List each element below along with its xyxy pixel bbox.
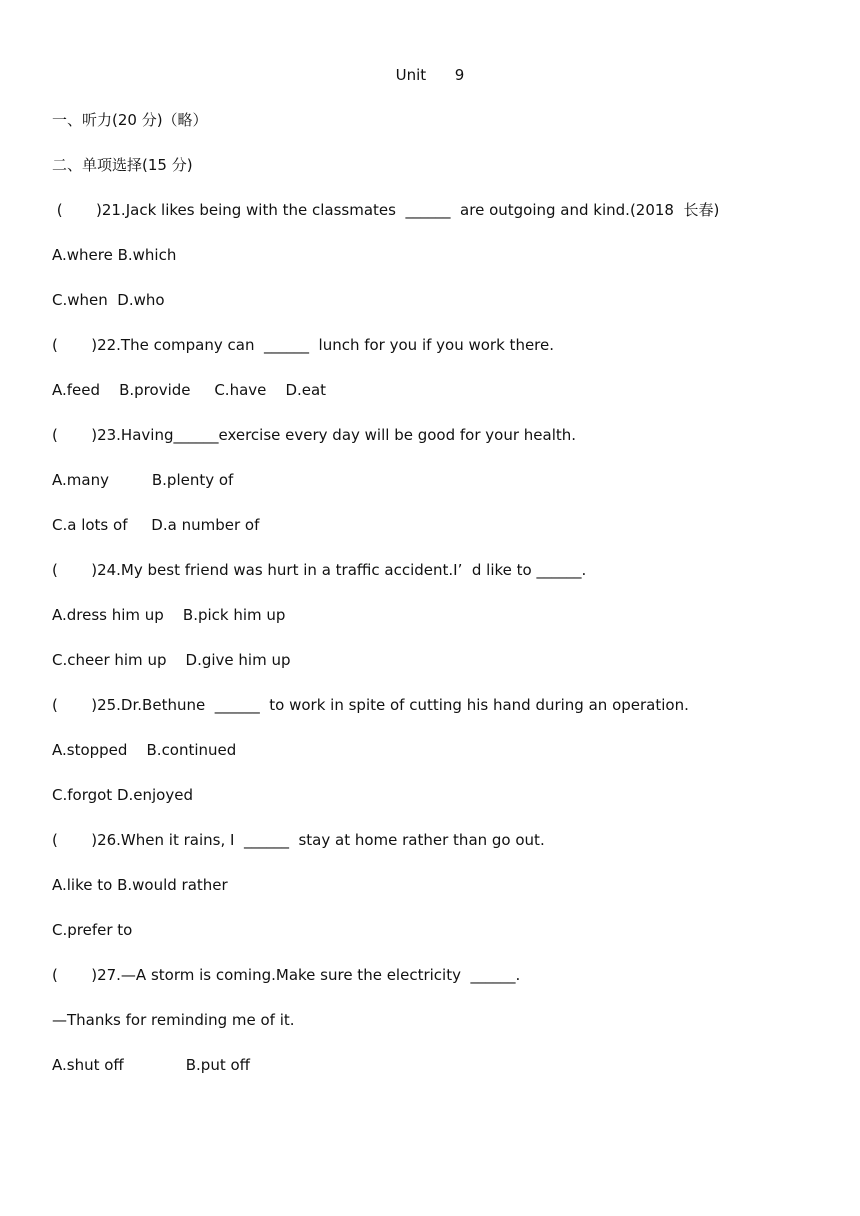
- question-26-options-c: C.prefer to: [52, 921, 133, 939]
- page-title: Unit 9: [395, 66, 465, 84]
- question-22: ( )22.The company can ______ lunch for you if you work there.: [52, 336, 555, 354]
- question-26: ( )26.When it rains, I ______ stay at home rather than go out.: [52, 831, 545, 849]
- section-single-choice: 二、单项选择(15 分): [52, 156, 193, 174]
- question-23: ( )23.Having______exercise every day will be good for your health.: [52, 426, 577, 444]
- question-24: ( )24.My best friend was hurt in a traffic accident.I’ d like to ______.: [52, 561, 587, 579]
- question-27: ( )27.—A storm is coming.Make sure the electricity ______.: [52, 966, 521, 984]
- question-24-options-cd: C.cheer him up D.give him up: [52, 651, 291, 669]
- question-22-options: A.feed B.provide C.have D.eat: [52, 381, 327, 399]
- question-24-options-ab: A.dress him up B.pick him up: [52, 606, 286, 624]
- question-27-options-ab: A.shut off B.put off: [52, 1056, 250, 1074]
- question-25-options-ab: A.stopped B.continued: [52, 741, 237, 759]
- section-listening: 一、听力(20 分)（略）: [52, 111, 208, 129]
- question-21-options-cd: C.when D.who: [52, 291, 165, 309]
- question-25-options-cd: C.forgot D.enjoyed: [52, 786, 193, 804]
- question-21-options-ab: A.where B.which: [52, 246, 177, 264]
- question-23-options-cd: C.a lots of D.a number of: [52, 516, 260, 534]
- question-21: ( )21.Jack likes being with the classmates ______ are outgoing and kind.(2018 长春): [52, 201, 720, 219]
- question-27-reply: —Thanks for reminding me of it.: [52, 1011, 295, 1029]
- question-26-options-ab: A.like to B.would rather: [52, 876, 228, 894]
- question-25: ( )25.Dr.Bethune ______ to work in spite of cutting his hand during an operation.: [52, 696, 689, 714]
- question-23-options-ab: A.many B.plenty of: [52, 471, 234, 489]
